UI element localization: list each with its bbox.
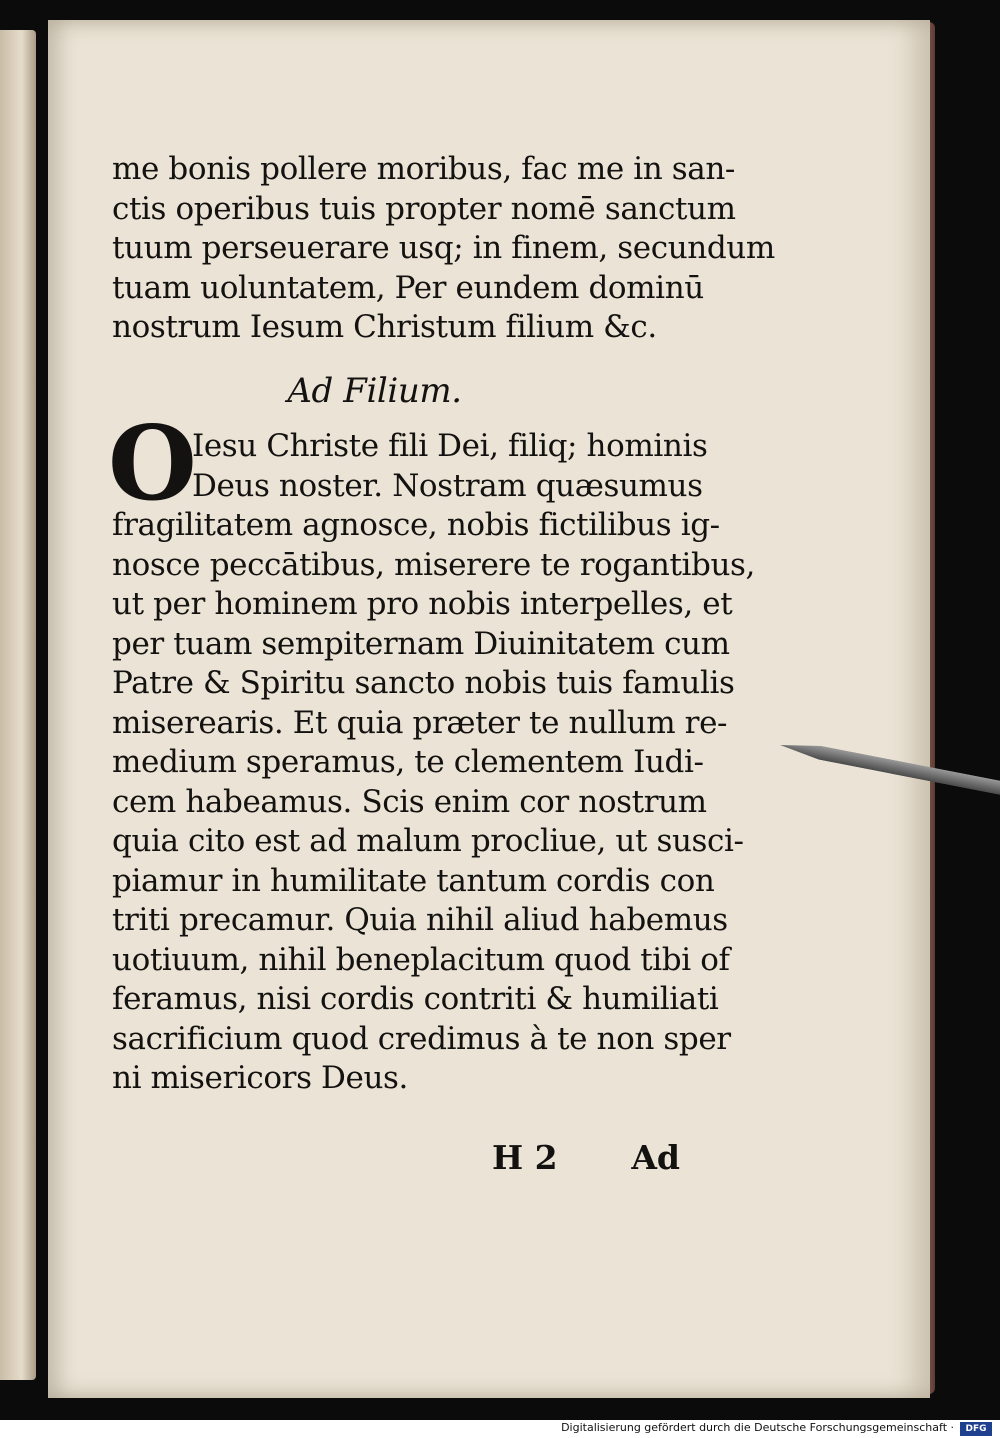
prayer-line-16: sacrificium quod credimus à te non sper (112, 1020, 731, 1057)
prayer-line-3: fragilitatem agnosce, nobis fictilibus ig- (112, 507, 720, 543)
prayer-line-7: Patre & Spiritu sancto nobis tuis famulis (112, 665, 735, 701)
prayer-line-14: uotiuum, nihil beneplacitum quod tibi of (112, 941, 730, 978)
prayer-line-8: miserearis. Et quia præter te nullum re- (112, 704, 728, 741)
prayer-line-10: cem habeamus. Scis enim cor nostrum (112, 783, 707, 820)
prayer-line-15: feramus, nisi cordis contriti & humiliati (112, 981, 719, 1017)
prayer-line-11: quia cito est ad malum procliue, ut susci- (112, 823, 744, 859)
prayer-line-9: medium speramus, te clementem Iudi- (112, 744, 704, 780)
prayer-paragraph (108, 404, 756, 1099)
prayer-line-17: ni misericors Deus. (112, 1060, 408, 1096)
text-line-1: me bonis pollere moribus, fac me in san- (112, 151, 735, 187)
prayer-line-6: per tuam sempiternam Diuinitatem cum (112, 625, 730, 662)
prayer-line-13: triti precamur. Quia nihil aliud habemus (112, 902, 728, 938)
funding-credit: Digitalisierung gefördert durch die Deutsche Forschungsgemeinschaft · (561, 1421, 954, 1434)
dfg-logo-icon: DFG (960, 1422, 992, 1436)
page-text (108, 150, 775, 1099)
catchword: Ad (631, 1138, 680, 1177)
prayer-line-12: piamur in humilitate tantum cordis con (112, 862, 715, 899)
facing-page-edge (0, 30, 36, 1380)
signature-mark: H 2 (492, 1138, 558, 1177)
page-footer (492, 1138, 680, 1177)
prayer-line-5: ut per hominem pro nobis interpelles, et (112, 586, 733, 622)
text-line-4: tuam uoluntatem, Per eundem dominū (112, 269, 704, 306)
prayer-line-2: Deus noster. Nostram quæsumus (192, 467, 703, 504)
drop-cap: O (108, 404, 197, 524)
text-line-2: ctis operibus tuis propter nomē sanctum (112, 190, 736, 227)
text-line-3: tuum perseuerare usq; in finem, secundum (112, 230, 775, 266)
text-line-5: nostrum Iesum Christum filium &c. (112, 309, 657, 345)
section-heading: Ad Filium. (287, 370, 462, 411)
prayer-line-1: Iesu Christe fili Dei, filiq; hominis (192, 428, 708, 464)
prayer-line-4: nosce peccātibus, miserere te rogantibus, (112, 546, 756, 583)
